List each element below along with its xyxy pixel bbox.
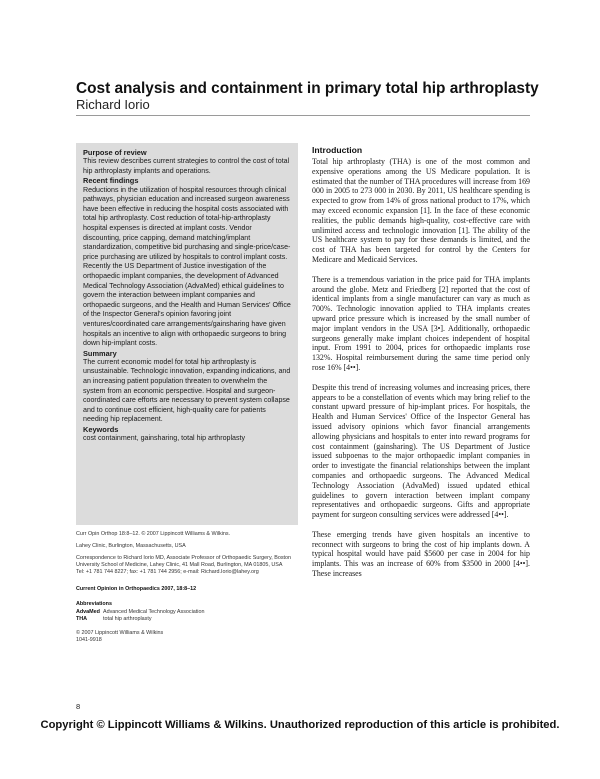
article-title: Cost analysis and containment in primary total hip arthroplasty [76, 80, 539, 97]
findings-heading: Recent findings [83, 176, 139, 186]
purpose-text: This review describes current strategies to control the cost of total hip arthroplasty implants and operations. [83, 157, 290, 175]
citation: Curr Opin Orthop 18:8–12. © 2007 Lippincott Williams & Wilkins. [76, 531, 231, 537]
abbreviation-value: Advanced Medical Technology Association [103, 608, 205, 615]
abbreviation-row [76, 616, 300, 623]
copyright-line: © 2007 Lippincott Williams & Wilkins [76, 629, 164, 636]
abbreviation-key: THA [76, 615, 88, 622]
abstract-box [76, 143, 298, 525]
abbreviations-heading: Abbreviations [76, 600, 112, 607]
summary-heading: Summary [83, 348, 117, 358]
issn: 1041-9918 [76, 636, 102, 643]
body-paragraph: There is a tremendous variation in the price paid for THA implants around the globe. Metz and Friedberg [2] reported that the cost of identical implants from a single manufacturer can vary as much as 700%. Technologic innovation applied to THA implants creates upward price pressure which is increased by the small number of major implant vendors in the USA [3•]. Additionally, orthopaedic surgeons generally make implant choices independent of hospital input. From 1991 to 2004, prices for orthopaedic implants rose 132%. Hospital reimbursement during the same time period only rose 16% [4••]. [312, 274, 530, 372]
abbreviation-value: total hip arthroplasty [103, 615, 152, 622]
author-name: Richard Iorio [76, 97, 150, 112]
purpose-heading: Purpose of review [83, 148, 147, 157]
abbreviation-key: AdvaMed [76, 608, 100, 615]
body-text [312, 157, 530, 589]
body-paragraph: Despite this trend of increasing volumes and increasing prices, there appears to be a constellation of events which may bring relief to the constant upward pressure of hip-implant prices. For hospitals, the Health and Human Services' Office of the Inspector General has issued advisory opinions which favor financial arrangements allowing physicians and hospitals to enter into reward programs for cost containment (gainsharing). The US Department of Justice issued subpoenas to the major orthopaedic implant companies in order to investigate the financial relationships between the implant companies and orthopaedic surgeons. The Advanced Medical Technology Association (AdvaMed) issued updated ethical guidelines to govern interaction between implant company representatives and orthopaedic surgeons. Gifts and appropriate payment for surgeon consulting services were addressed [4••]. [312, 382, 530, 520]
copyright-footer: Copyright © Lippincott Williams & Wilkins. Unauthorized reproduction of this article is prohibited. [40, 719, 560, 731]
article-metadata [76, 531, 300, 649]
title-divider [76, 115, 530, 116]
abbreviation-row [76, 609, 300, 616]
section-heading-introduction: Introduction [312, 145, 363, 155]
findings-text: Reductions in the utilization of hospital resources through clinical pathways, physician education and increased surgeon awareness have been effective in reducing the hospital costs associated with total hip arthroplasty. Cost reduction of total-hip-arthroplasty hospital expenses is directed at implant costs. Vendor discounting, price capping, demand matching/implant standardization, competitive bid purchasing and single-price/case-price purchasing are utilized by hospitals to control implant costs. Recently the US Department of Justice investigation of the orthopaedic implant companies, the development of Advanced Medical Technology Association (AdvaMed) ethical guidelines to govern the interaction between implant companies and orthopaedic surgeons, and the Health and Human Services' Office of the Inspector General's opinion favoring joint ventures/coordinated care arrangements/gainsharing have given hospitals an incentive to align with orthopaedic surgeons to bring down hip-implant costs. [83, 185, 291, 348]
body-paragraph: Total hip arthroplasty (THA) is one of the most common and expensive operations among the US Medicare population. It is estimated that the number of THA procedures will increase from 169 000 in 2005 to 273 000 in 2030. By 2011, US healthcare spending is expected to grow from 14% of gross national product to 17%, which may exceed economic expansion [1]. In the face of these economic realities, the public demands high-quality, cost-effective care with unlimited access and technologic innovation [1]. The ability of the US healthcare system to pay for these demands is limited, and the cost of THA has been targeted for control by the Centers for Medicare and Medicaid Services. [312, 157, 530, 264]
contact-info: Tel: +1 781 744 8227; fax: +1 781 744 2956; e-mail: Richard.Iorio@lahey.org [76, 569, 259, 576]
keywords-text: cost containment, gainsharing, total hip arthroplasty [83, 434, 246, 443]
affiliation: Lahey Clinic, Burlington, Massachusetts, USA [76, 543, 186, 550]
summary-text: The current economic model for total hip arthroplasty is unsustainable. Technologic innovation, expanding indications, and an increasing patient population threaten to overwhelm the system from an economic perspective. Hospital and surgeon-coordinated care efforts are necessary to prevent system collapse and to continue cost efficient, high-quality care for patients needing hip replacement. [83, 357, 291, 424]
journal-reference: Current Opinion in Orthopaedics 2007, 18:8–12 [76, 586, 197, 593]
keywords-heading: Keywords [83, 425, 119, 435]
body-paragraph: These emerging trends have given hospitals an incentive to reconnect with surgeons to bring the cost of hip implants down. A typical hospital would have paid $5600 per case in 2004 for hip implants. This was an increase of 60% from $3500 in 2000 [4••]. These increases [312, 529, 530, 579]
page-number: 8 [76, 702, 81, 711]
correspondence: Correspondence to Richard Iorio MD, Associate Professor of Orthopaedic Surgery, Boston University School of Medicine, Lahey Clinic, 41 Mall Road, Burlington, MA 01805, USA [76, 555, 292, 569]
